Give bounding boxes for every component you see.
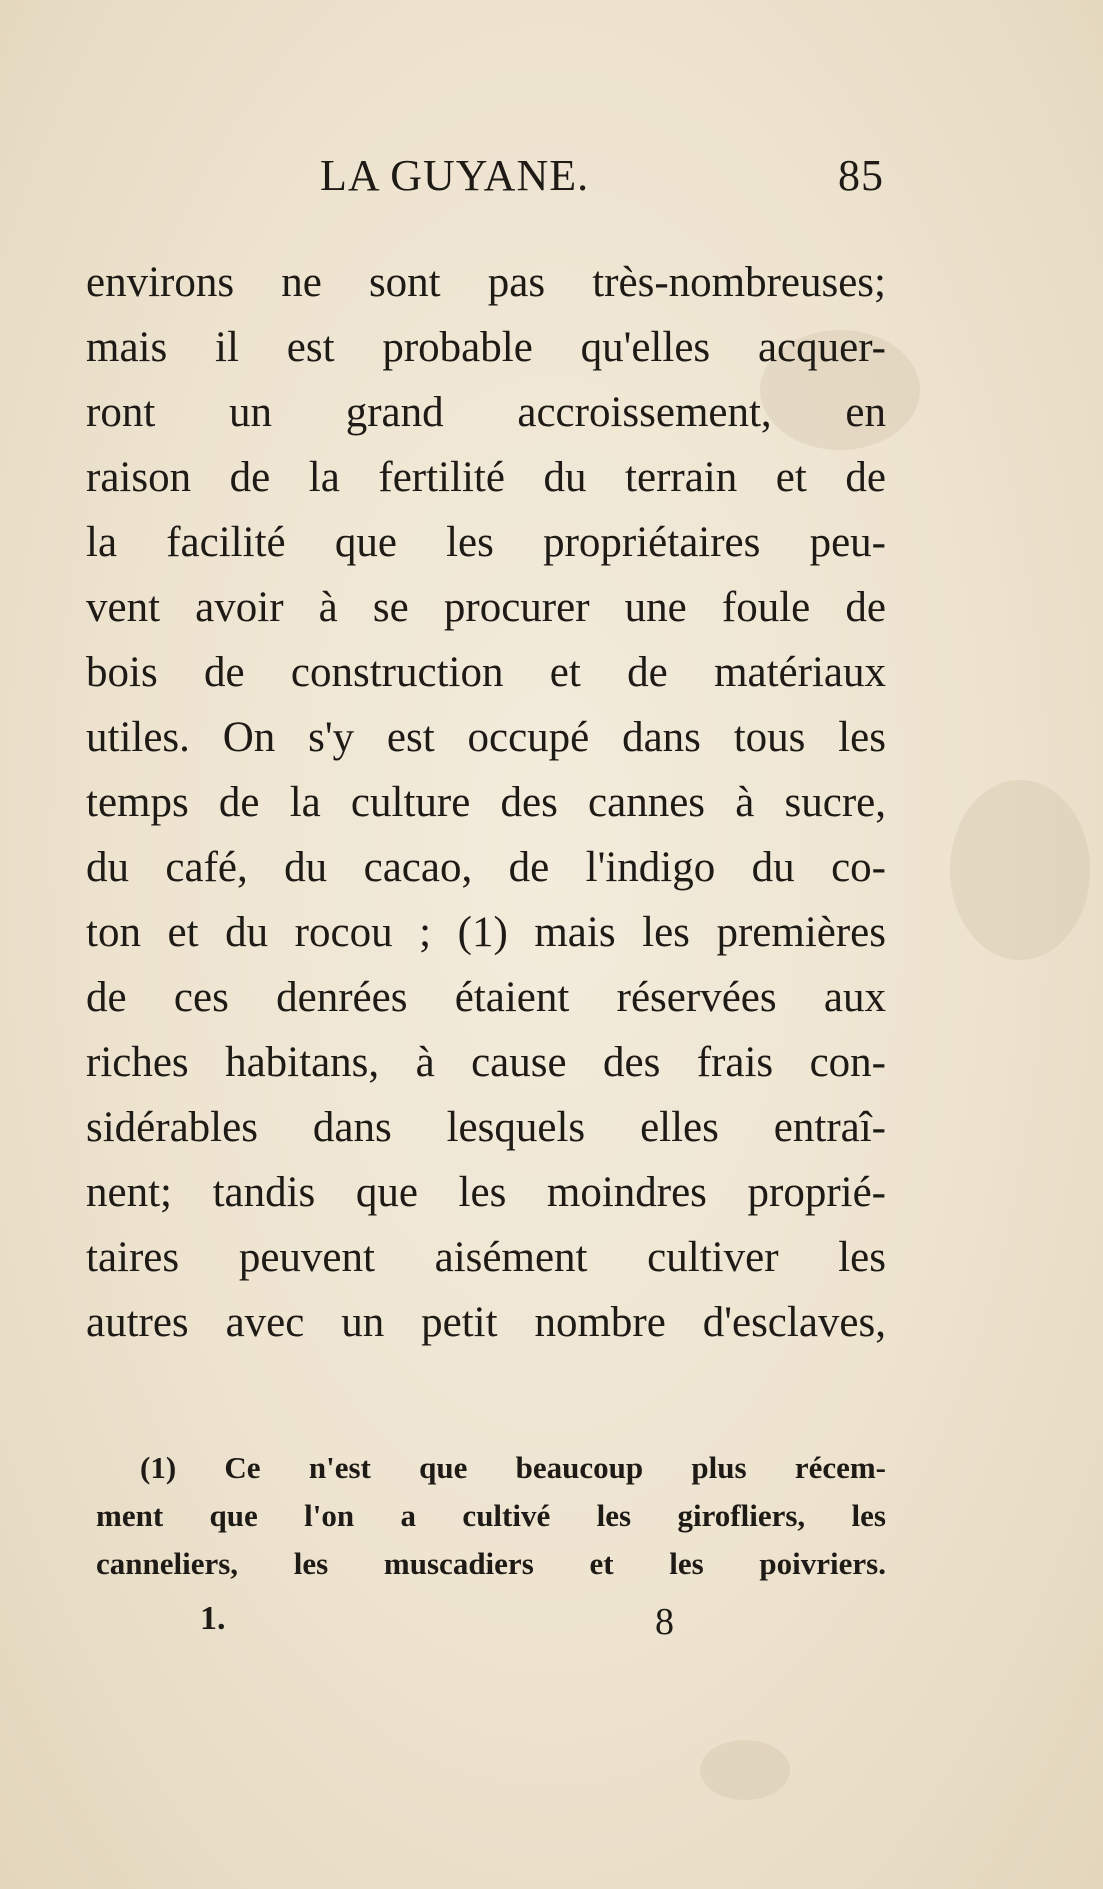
sheet-signature: 8 [655, 1601, 674, 1643]
text-line: taires peuvent aisément cultiver les [86, 1234, 886, 1281]
paper-stain [700, 1740, 790, 1800]
text-line: raison de la fertilité du terrain et de [86, 454, 886, 501]
footnote [96, 1444, 886, 1588]
text-line: mais il est probable qu'elles acquer- [86, 324, 886, 371]
page-number: 85 [838, 151, 884, 200]
footnote-line: ment que l'on a cultivé les girofliers, les [96, 1498, 886, 1533]
footnote-line: (1) Ce n'est que beaucoup plus récem- [140, 1450, 886, 1485]
paper-stain [950, 780, 1090, 960]
text-line: environs ne sont pas très-nombreuses; [86, 259, 886, 306]
text-line: nent; tandis que les moindres proprié- [86, 1169, 886, 1216]
text-line: vent avoir à se procurer une foule de [86, 584, 886, 631]
running-header [320, 150, 890, 210]
text-line: du café, du cacao, de l'indigo du co- [86, 844, 886, 891]
volume-mark: 1. [200, 1600, 226, 1637]
text-line: autres avec un petit nombre d'esclaves, [86, 1299, 886, 1346]
text-line: la facilité que les propriétaires peu- [86, 519, 886, 566]
text-line: ton et du rocou ; (1) mais les premières [86, 909, 886, 956]
text-line: ront un grand accroissement, en [86, 389, 886, 436]
footnote-line: canneliers, les muscadiers et les poivriers. [96, 1546, 886, 1581]
running-title: LA GUYANE. [320, 151, 590, 200]
main-text [86, 250, 886, 1355]
text-line: de ces denrées étaient réservées aux [86, 974, 886, 1021]
text-line: temps de la culture des cannes à sucre, [86, 779, 886, 826]
text-line: riches habitans, à cause des frais con- [86, 1039, 886, 1086]
text-line: sidérables dans lesquels elles entraî- [86, 1104, 886, 1151]
text-line: bois de construction et de matériaux [86, 649, 886, 696]
text-line: utiles. On s'y est occupé dans tous les [86, 714, 886, 761]
printer-signature [200, 1600, 680, 1650]
